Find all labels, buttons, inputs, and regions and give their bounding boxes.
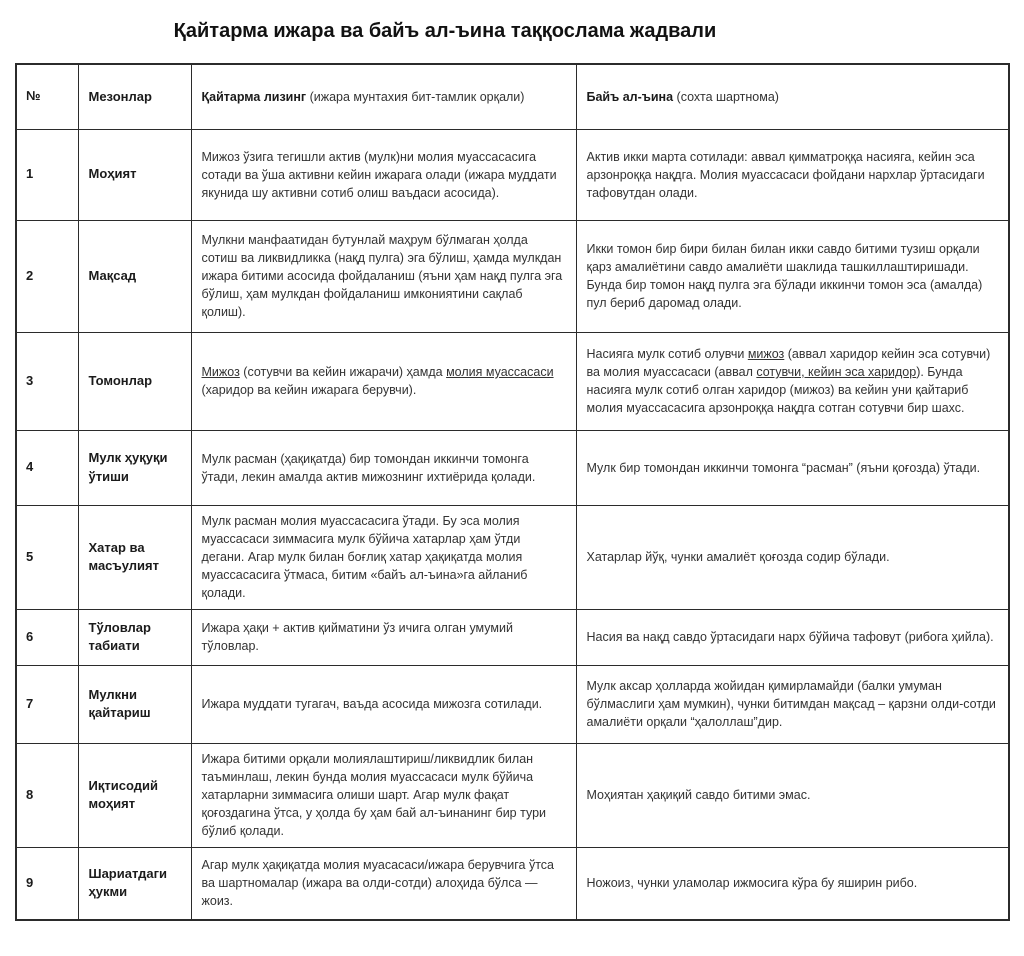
comparison-table — [15, 63, 1010, 921]
row-number: 1 — [16, 129, 78, 220]
leaseback-cell: Агар мулк ҳақиқатда молия муасасаси/ижара берувчига ўтса ва шартномалар (ижара ва олди-сотди) алоҳида бўлса — жоиз. — [191, 847, 576, 920]
row-number: 8 — [16, 743, 78, 847]
table-row — [16, 665, 1009, 743]
leaseback-cell: Мижоз (сотувчи ва кейин ижарачи) ҳамда молия муассасаси (харидор ва кейин ижарага берувчи). — [191, 332, 576, 430]
criteria-cell: Тўловлар табиати — [78, 609, 191, 665]
criteria-cell: Иқтисодий моҳият — [78, 743, 191, 847]
table-row — [16, 609, 1009, 665]
criteria-cell: Мулк ҳуқуқи ўтиши — [78, 430, 191, 505]
bay-al-ina-cell: Ножоиз, чунки уламолар ижмосига кўра бу яширин рибо. — [576, 847, 1009, 920]
leaseback-cell: Ижара муддати тугагач, ваъда асосида мижозга сотилади. — [191, 665, 576, 743]
document-page — [0, 18, 1024, 921]
bay-al-ina-cell: Насияга мулк сотиб олувчи мижоз (аввал харидор кейин эса сотувчи) ва молия муассасаси (аввал сотувчи, кейин эса харидор). Бунда насияга мулк сотиб олган харидор (мижоз) ва кейин уни қайтариб молия муассасасига арзонроққа нақдга сотган сотувчи бир шахс. — [576, 332, 1009, 430]
row-number: 3 — [16, 332, 78, 430]
row-number: 6 — [16, 609, 78, 665]
header-leaseback: Қайтарма лизинг (ижара мунтахия бит-тамлик орқали) — [191, 64, 576, 129]
criteria-cell: Мулкни қайтариш — [78, 665, 191, 743]
leaseback-cell: Мулк расман молия муассасасига ўтади. Бу эса молия муассасаси зиммасига мулк бўйича хатарлар ҳам ўтди дегани. Агар мулк билан боғлиқ хатар ҳақиқатда молия муассасасига ўтмаса, битим «байъ ал-ъина»га айланиб қолади. — [191, 505, 576, 609]
page-title: Қайтарма ижара ва байъ ал-ъина таққослама жадвали — [173, 20, 717, 42]
criteria-cell: Мақсад — [78, 220, 191, 332]
bay-al-ina-cell: Мулк аксар ҳолларда жойидан қимирламайди (балки умуман бўлмаслиги ҳам мумкин), чунки битимдан мақсад – қарзни олди-сотди амалиёти орқали “ҳалоллаш”дир. — [576, 665, 1009, 743]
row-number: 9 — [16, 847, 78, 920]
leaseback-cell: Мижоз ўзига тегишли актив (мулк)ни молия муассасасига сотади ва ўша активни кейин ижарага олади (ижара муддати якунида шу активни сотиб олиш ваъдаси асосида). — [191, 129, 576, 220]
table-header-row — [16, 64, 1009, 129]
row-number: 2 — [16, 220, 78, 332]
header-number: № — [16, 64, 78, 129]
bay-al-ina-cell: Хатарлар йўқ, чунки амалиёт қоғозда содир бўлади. — [576, 505, 1009, 609]
header-bay-al-ina: Байъ ал-ъина (сохта шартнома) — [576, 64, 1009, 129]
row-number: 4 — [16, 430, 78, 505]
table-row — [16, 743, 1009, 847]
table-row — [16, 220, 1009, 332]
criteria-cell: Томонлар — [78, 332, 191, 430]
header-criteria: Мезонлар — [78, 64, 191, 129]
bay-al-ina-cell: Актив икки марта сотилади: аввал қимматроққа насияга, кейин эса арзонроққа нақдга. Молия муассасаси фойдани нархлар ўртасидаги тафовутдан олади. — [576, 129, 1009, 220]
leaseback-cell: Ижара битими орқали молиялаштириш/ликвидлик билан таъминлаш, лекин бунда молия муассасаси мулк бўйича хатарларни зиммасига олиши шарт. Агар мулк фақат қоғоздагина ўтса, у ҳолда бу ҳам бай ал-ъинанинг бир тури бўлиб қолади. — [191, 743, 576, 847]
leaseback-cell: Мулк расман (ҳақиқатда) бир томондан иккинчи томонга ўтади, лекин амалда актив мижознинг ихтиёрида қолади. — [191, 430, 576, 505]
table-row — [16, 847, 1009, 920]
criteria-cell: Моҳият — [78, 129, 191, 220]
bay-al-ina-cell: Мулк бир томондан иккинчи томонга “расман” (яъни қоғозда) ўтади. — [576, 430, 1009, 505]
leaseback-cell: Ижара ҳақи + актив қийматини ўз ичига олган умумий тўловлар. — [191, 609, 576, 665]
table-row — [16, 129, 1009, 220]
bay-al-ina-cell: Насия ва нақд савдо ўртасидаги нарх бўйича тафовут (рибога ҳийла). — [576, 609, 1009, 665]
criteria-cell: Шариатдаги ҳукми — [78, 847, 191, 920]
table-row — [16, 332, 1009, 430]
leaseback-cell: Мулкни манфаатидан бутунлай маҳрум бўлмаган ҳолда сотиш ва ликвидликка (нақд пулга) эга бўлиш, ҳамда мулкдан ижара битими асосида фойдаланиш (яъни ҳам нақд пулга эга бўлиш, ҳам мулкдан фойдаланиш имкониятини сақлаб қолиш). — [191, 220, 576, 332]
row-number: 7 — [16, 665, 78, 743]
row-number: 5 — [16, 505, 78, 609]
criteria-cell: Хатар ва масъулият — [78, 505, 191, 609]
bay-al-ina-cell: Моҳиятан ҳақиқий савдо битими эмас. — [576, 743, 1009, 847]
table-row — [16, 430, 1009, 505]
table-row — [16, 505, 1009, 609]
bay-al-ina-cell: Икки томон бир бири билан билан икки савдо битими тузиш орқали қарз амалиётини савдо амалиёти шаклида ташкиллаштиришади. Бунда бир томон нақд пулга эга бўлади иккинчи томон эса (амалда) пул бериб даромад олади. — [576, 220, 1009, 332]
